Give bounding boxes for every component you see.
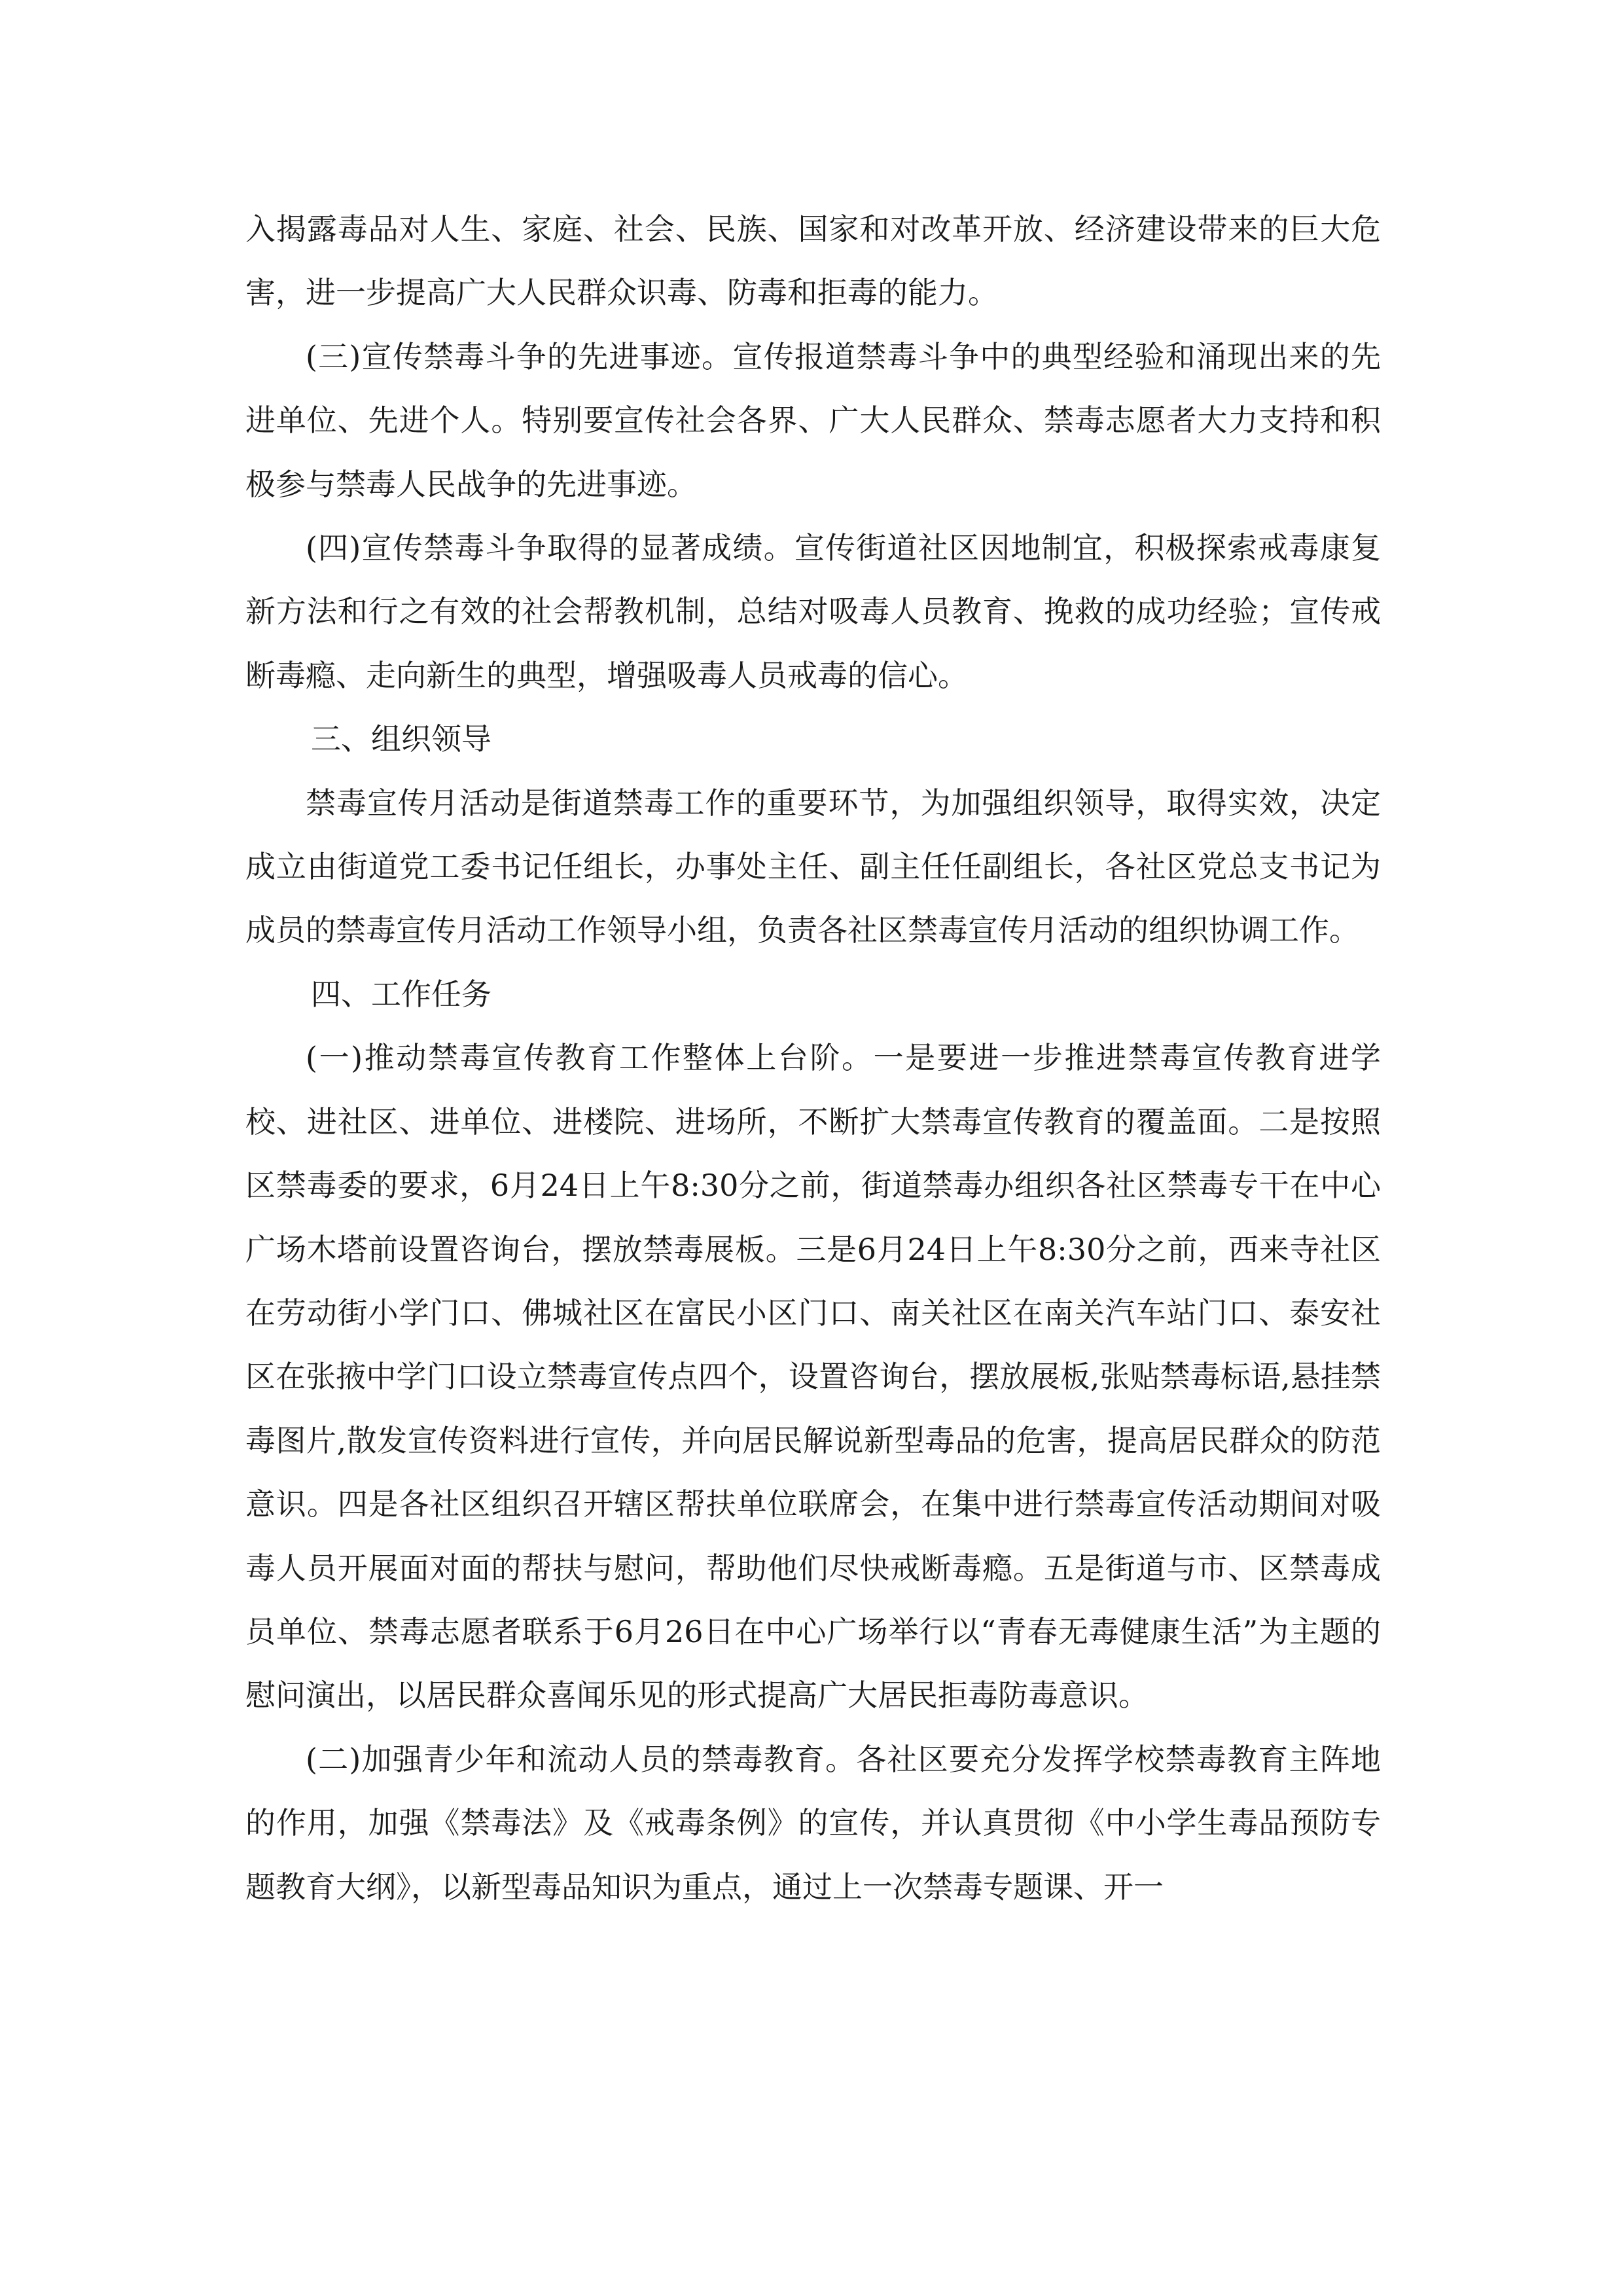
document-body [245, 198, 1381, 1919]
section-heading-organization: 三、组织领导 [311, 721, 491, 757]
paragraph-achievements: (四)宣传禁毒斗争取得的显著成绩。宣传街道社区因地制宜，积极探索戒毒康复新方法和行之有效的社会帮教机制，总结对吸毒人员教育、挽救的成功经验；宣传戒断毒瘾、走向新生的典型，增强吸毒人员戒毒的信心。 [245, 530, 1381, 693]
paragraph-continued-harm: 入揭露毒品对人生、家庭、社会、民族、国家和对改革开放、经济建设带来的巨大危害，进一步提高广大人民群众识毒、防毒和拒毒的能力。 [245, 211, 1381, 311]
section-heading-tasks: 四、工作任务 [311, 976, 491, 1012]
paragraph-organization: 禁毒宣传月活动是街道禁毒工作的重要环节，为加强组织领导，取得实效，决定成立由街道党工委书记任组长，办事处主任、副主任任副组长，各社区党总支书记为成员的禁毒宣传月活动工作领导小组，负责各社区禁毒宣传月活动的组织协调工作。 [245, 785, 1381, 948]
paragraph-task-one: (一)推动禁毒宣传教育工作整体上台阶。一是要进一步推进禁毒宣传教育进学校、进社区、进单位、进楼院、进场所，不断扩大禁毒宣传教育的覆盖面。二是按照区禁毒委的要求，6月24日上午8:30分之前，街道禁毒办组织各社区禁毒专干在中心广场木塔前设置咨询台，摆放禁毒展板。三是6月24日上午8:30分之前，西来寺社区在劳动街小学门口、佛城社区在富民小区门口、南关社区在南关汽车站门口、泰安社区在张掖中学门口设立禁毒宣传点四个，设置咨询台，摆放展板,张贴禁毒标语,悬挂禁毒图片,散发宣传资料进行宣传，并向居民解说新型毒品的危害，提高居民群众的防范意识。四是各社区组织召开辖区帮扶单位联席会，在集中进行禁毒宣传活动期间对吸毒人员开展面对面的帮扶与慰问，帮助他们尽快戒断毒瘾。五是街道与市、区禁毒成员单位、禁毒志愿者联系于6月26日在中心广场举行以“青春无毒健康生活”为主题的慰问演出，以居民群众喜闻乐见的形式提高广大居民拒毒防毒意识。 [245, 1040, 1381, 1713]
paragraph-task-two: (二)加强青少年和流动人员的禁毒教育。各社区要充分发挥学校禁毒教育主阵地的作用，加强《禁毒法》及《戒毒条例》的宣传，并认真贯彻《中小学生毒品预防专题教育大纲》，以新型毒品知识为重点，通过上一次禁毒专题课、开一 [245, 1741, 1381, 1905]
paragraph-advanced-deeds: (三)宣传禁毒斗争的先进事迹。宣传报道禁毒斗争中的典型经验和涌现出来的先进单位、先进个人。特别要宣传社会各界、广大人民群众、禁毒志愿者大力支持和积极参与禁毒人民战争的先进事迹。 [245, 338, 1381, 502]
